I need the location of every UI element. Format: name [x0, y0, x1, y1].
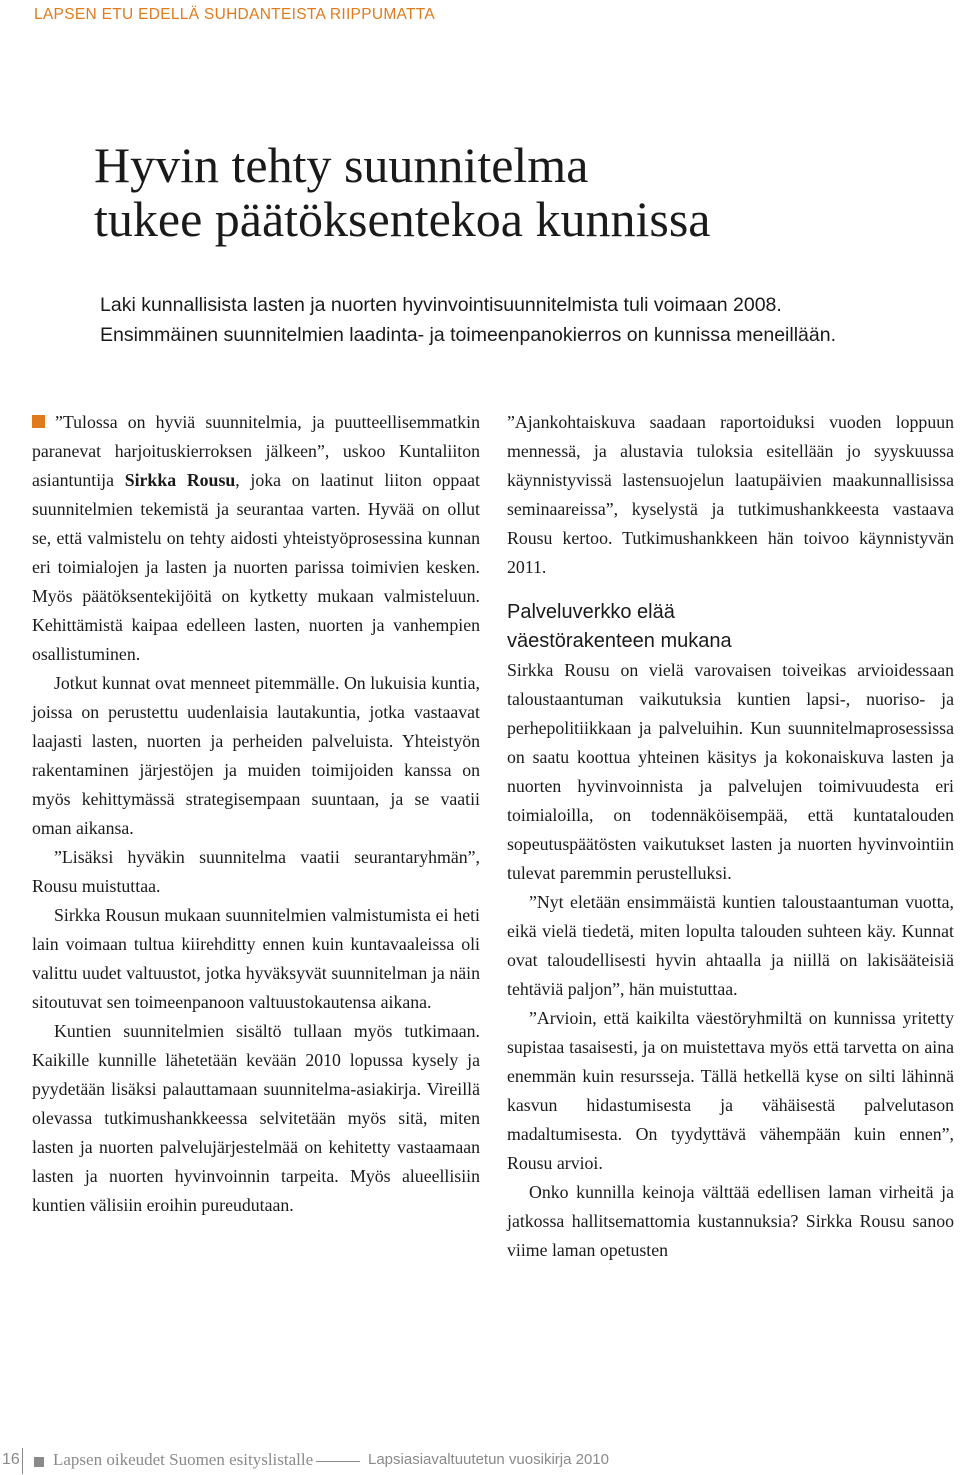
paragraph: Onko kunnilla keinoja välttää edellisen laman virheitä ja jatkossa hallitsemattomia kustannuksia? Sirkka Rousu sanoo viime laman opetusten [507, 1182, 954, 1260]
article-lead [100, 290, 950, 350]
paragraph: ”Ajankohtaiskuva saadaan raportoiduksi vuoden loppuun mennessä, ja alustavia tuloksia esitellään jo syyskuussa käynnistyvissä lastensuojelun laatupäivien maakunnallisissa seminaareissa”, kyselystä ja tutkimushankkeesta vastaava Rousu kertoo. Tutkimushankkeen hän toivoo käynnistyvän 2011. [507, 412, 954, 577]
paragraph-text: ”Tulossa on hyviä suunnitelmia, ja puutteellisemmatkin paranevat harjoituskierroksen jälkeen”, uskoo Kuntaliiton asiantuntija [32, 412, 480, 490]
paragraph [32, 408, 480, 669]
right-column [507, 408, 954, 1265]
title-line-1: Hyvin tehty suunnitelma [94, 137, 589, 193]
paragraph: Sirkka Rousun mukaan suunnitelmien valmistumista ei heti lain voimaan tultua kiirehditty ennen kuin kuntavaaleissa oli valittu uudet valtuustot, jotka hyväksyvät suunnitelman ja näin sitoutuvat sen toimeenpanoon valtuustokautensa aikana. [32, 905, 480, 1012]
footer-divider [22, 1448, 23, 1474]
paragraph: ”Arvioin, että kaikilta väestöryhmiltä on kunnissa yritetty supistaa tasaisesti, ja on muistettava myös että tarvetta on aina enemmän kuin resursseja. Tällä hetkellä kyse on silti lähinnä kasvun hidastumisesta ja vähäisestä palvelutason madaltumisesta. On tyydyttävä vähempään kuin ennen”, Rousu arvioi. [507, 1008, 954, 1173]
article-title [94, 138, 954, 246]
section-kicker: LAPSEN ETU EDELLÄ SUHDANTEISTA RIIPPUMATTA [34, 6, 436, 23]
paragraph: Jotkut kunnat ovat menneet pitemmälle. On lukuisia kuntia, joissa on perustettu uudenlaisia lautakuntia, jotka vastaavat laajasti lasten, nuorten ja perheiden palveluista. Yhteistyön rakentaminen järjestöjen ja muiden toimijoiden kanssa on myös kehittymässä strategisempaan suuntaan, ja se vaatii oman aikansa. [32, 673, 480, 838]
series-title: Lapsiasiavaltuutetun vuosikirja 2010 [368, 1451, 609, 1468]
paragraph: Kuntien suunnitelmien sisältö tullaan myös tutkimaan. Kaikille kunnille lähetetään kevään 2010 lopussa kysely ja pyydetään lisäksi palauttamaan suunnitelma-asiakirja. Vireillä olevassa tutkimushankkeessa selvitetään myös sitä, miten lasten ja nuorten palvelujärjestelmää on kehitetty vastaamaan lasten ja nuorten hyvinvoinnin tarpeita. Myös alueellisiin kuntien välisiin eroihin pureudutaan. [32, 1021, 480, 1215]
publication-title: Lapsen oikeudet Suomen esityslistalle [53, 1450, 314, 1469]
person-name: Sirkka Rousu [124, 470, 236, 490]
title-line-2: tukee päätöksentekoa kunnissa [94, 191, 711, 247]
paragraph-text: , joka on laatinut liiton oppaat suunnitelmien tekemistä ja seurantaa varten. Hyvää on ollut se, että valmistelu on tehty aidosti yhteistyöprosessina kunnan eri toimialojen ja lasten ja nuorten parissa toimivien kesken. Myös päätöksentekijöitä on kytketty mukaan valmisteluun. Kehittämistä kaipaa edelleen lasten, nuorten ja vanhempien osallistuminen. [32, 470, 480, 664]
lead-line-2: Ensimmäinen suunnitelmien laadinta- ja toimeenpanokierros on kunnissa meneillään. [100, 324, 837, 346]
subheading-line-1: Palveluverkko elää [507, 601, 675, 623]
page-number: 16 [2, 1451, 20, 1468]
bullet-square-icon [32, 415, 45, 428]
footer-square-icon [34, 1457, 44, 1467]
paragraph: ”Nyt eletään ensimmäistä kuntien taloustaantuman vuotta, eikä vielä tiedetä, miten lopulta talouden suhteen käy. Kunnat ovat taloudellisesti hyvin ahtaalla ja niillä on lakisääteisiä tehtäviä paljon”, hän muistuttaa. [507, 892, 954, 999]
subheading-line-2: väestörakenteen mukana [507, 630, 732, 652]
left-column [32, 408, 480, 1220]
footer-dash [316, 1461, 360, 1462]
subheading [507, 598, 954, 656]
paragraph: ”Lisäksi hyväkin suunnitelma vaatii seurantaryhmän”, Rousu muistuttaa. [32, 847, 480, 896]
lead-line-1: Laki kunnallisista lasten ja nuorten hyvinvointisuunnitelmista tuli voimaan 2008. [100, 294, 782, 316]
paragraph: Sirkka Rousu on vielä varovaisen toiveikas arvioidessaan taloustaantuman vaikutuksia kuntien lapsi-, nuoriso- ja perhepolitiikkaan ja palveluihin. Kun suunnitelmaprosessissa on saatu koottua yhteinen käsitys ja kokonaiskuva lasten ja nuorten hyvinvoinnista ja palvelujen toimivuudesta eri toimialoilla, on todennäköisempää, että kuntatalouden sopeutuspäätösten vaikutukset lasten ja nuorten hyvinvointiin tulevat paremmin perustelluksi. [507, 660, 954, 883]
page-footer [0, 1450, 700, 1474]
